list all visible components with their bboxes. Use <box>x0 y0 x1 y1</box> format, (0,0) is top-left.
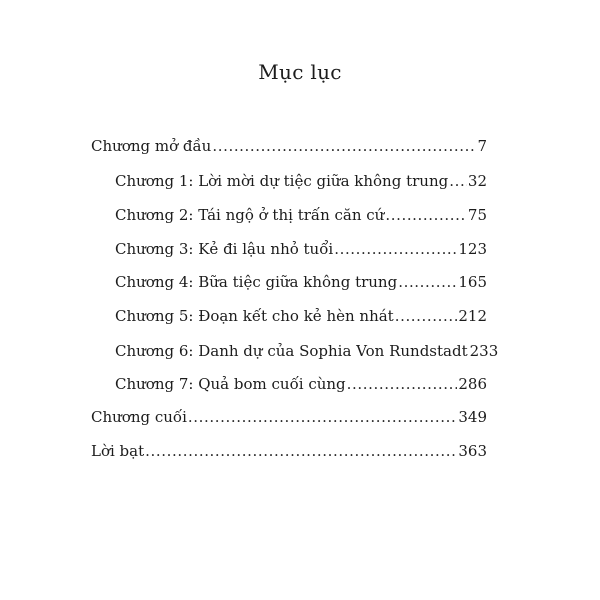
toc-entry-prologue <box>91 136 487 156</box>
dot-leader <box>385 205 467 225</box>
toc-entry-page-number: 165 <box>458 273 487 291</box>
dot-leader <box>395 306 458 326</box>
dot-leader <box>145 441 457 461</box>
toc-entry-afterword <box>91 441 487 461</box>
toc-entry-page-number: 123 <box>458 240 487 258</box>
toc-entry-label: Chương 7: Quả bom cuối cùng <box>115 375 346 393</box>
dot-leader <box>212 136 476 156</box>
toc-entry-chapter-5 <box>115 306 487 326</box>
toc-entry-label: Chương 5: Đoạn kết cho kẻ hèn nhát <box>115 307 394 325</box>
toc-entry-label: Chương mở đầu <box>91 137 212 155</box>
dot-leader <box>398 272 457 292</box>
toc-entry-label: Chương 6: Danh dự của Sophia Von Rundstadt <box>115 342 468 360</box>
toc-entry-page-number: 7 <box>477 137 487 155</box>
toc-entry-page-number: 75 <box>467 206 487 224</box>
toc-entry-chapter-2 <box>115 205 487 225</box>
toc-entry-chapter-1 <box>115 171 487 191</box>
toc-entry-page-number: 286 <box>458 375 487 393</box>
toc-entry-label: Lời bạt <box>91 442 145 460</box>
toc-entry-chapter-6 <box>115 341 499 361</box>
dot-leader <box>188 407 457 427</box>
page-title: Mục lục <box>258 60 342 84</box>
toc-entry-page-number: 363 <box>458 442 487 460</box>
toc-entry-label: Chương 3: Kẻ đi lậu nhỏ tuổi <box>115 240 334 258</box>
toc-entry-chapter-7 <box>115 374 487 394</box>
toc-entry-page-number: 349 <box>458 408 487 426</box>
toc-entry-page-number: 32 <box>467 172 487 190</box>
toc-entry-chapter-3 <box>115 239 487 259</box>
toc-entry-final-chapter <box>91 407 487 427</box>
dot-leader <box>334 239 457 259</box>
toc-entry-label: Chương 1: Lời mời dự tiệc giữa không trung <box>115 172 449 190</box>
toc-entry-chapter-4 <box>115 272 487 292</box>
dot-leader <box>449 171 467 191</box>
toc-entry-page-number: 212 <box>458 307 487 325</box>
toc-entry-label: Chương cuối <box>91 408 187 426</box>
toc-entry-label: Chương 2: Tái ngộ ở thị trấn căn cứ <box>115 206 385 224</box>
toc-entry-label: Chương 4: Bữa tiệc giữa không trung <box>115 273 398 291</box>
toc-entry-page-number: 233 <box>469 342 499 360</box>
dot-leader <box>347 374 458 394</box>
